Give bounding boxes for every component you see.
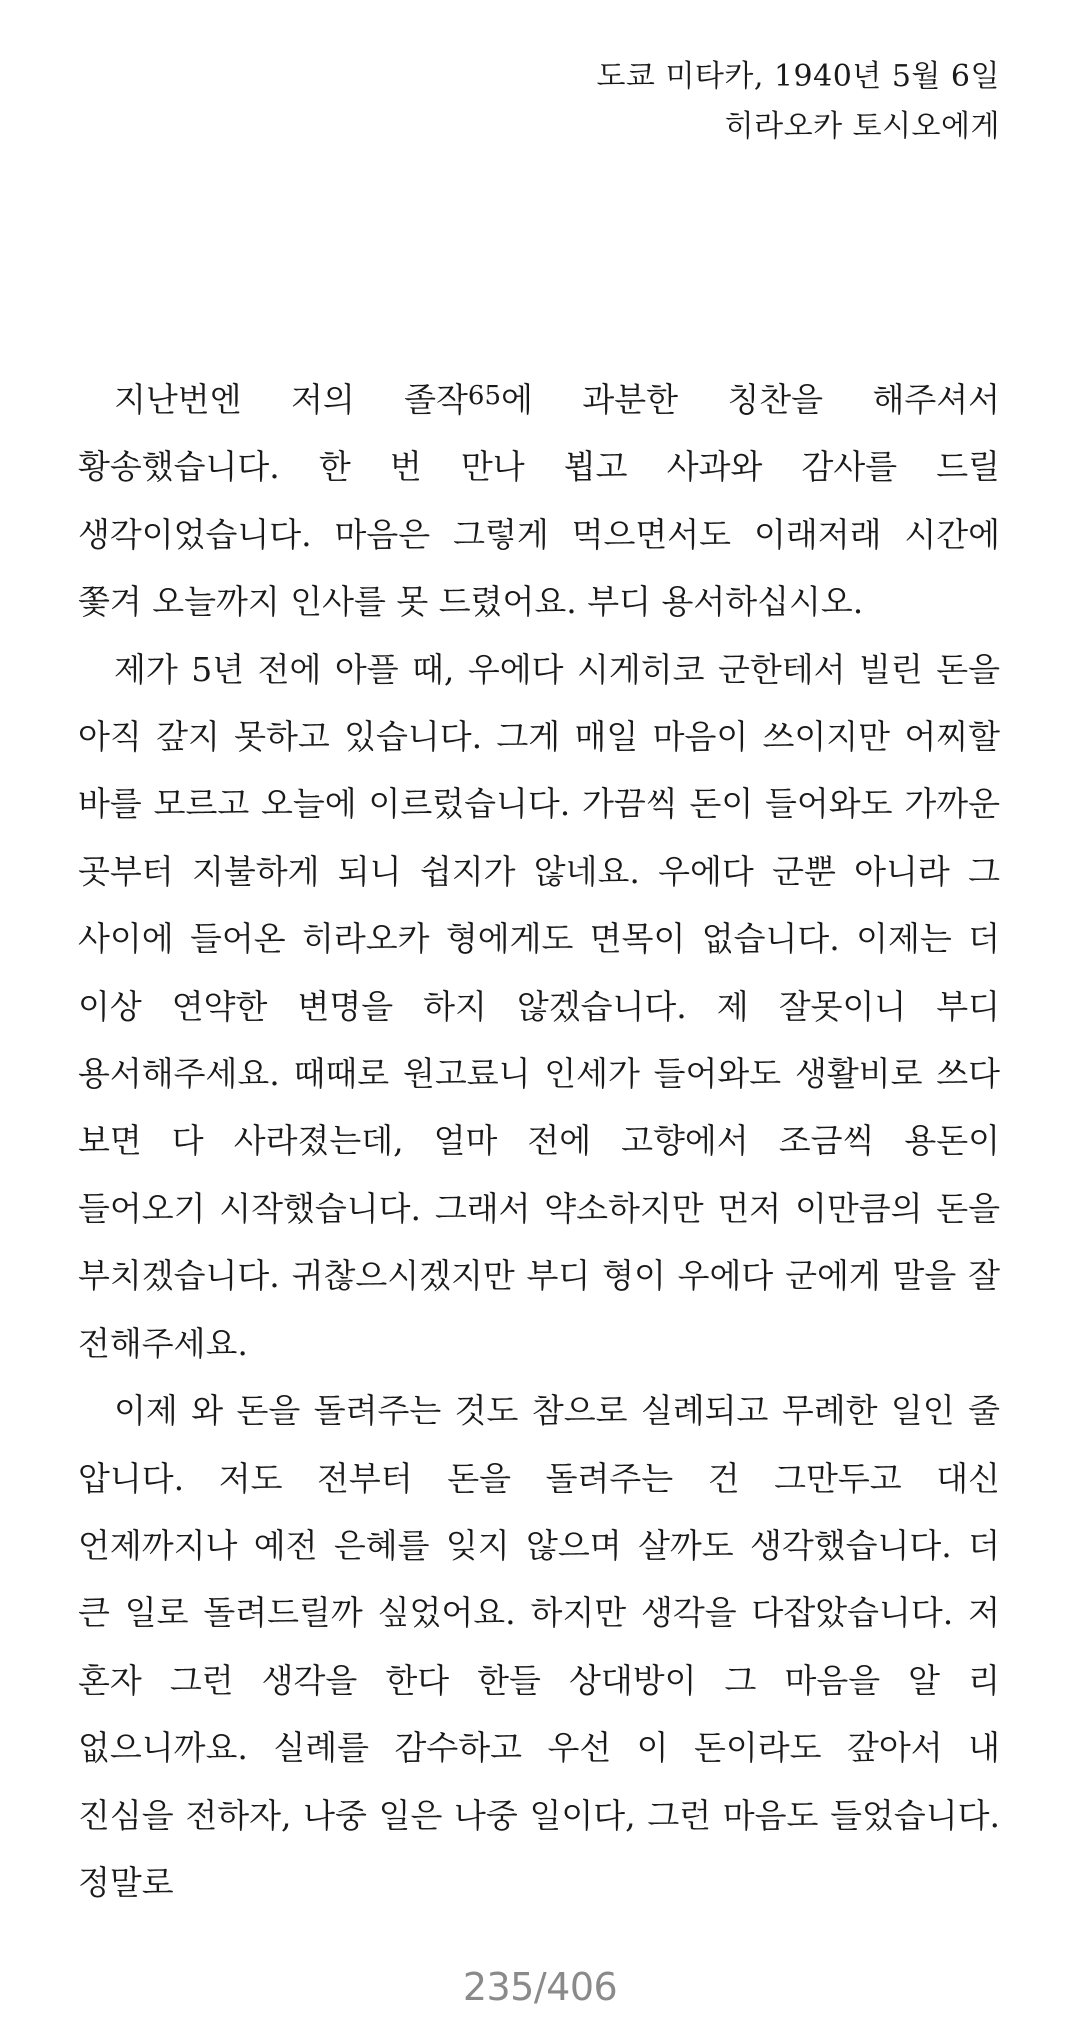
paragraph-1-text-end: 에 과분한 칭찬을 해주셔서 황송했습니다. 한 번 만나 뵙고 사과와 감사를 드릴 생각이었습니다. 마음은 그렇게 먹으면서도 이래저래 시간에 쫓겨 오늘까지 인사를 못 드렸어요. 부디 용서하십시오. [78,380,1000,622]
letter-body [78,366,1000,1916]
place-date-line: 도쿄 미타카, 1940년 5월 6일 [596,59,1000,94]
recipient-line: 히라오카 토시오에게 [724,109,1000,144]
paragraph-3: 이제 와 돈을 돌려주는 것도 참으로 실례되고 무례한 일인 줄 압니다. 저도 전부터 돈을 돌려주는 건 그만두고 대신 언제까지나 예전 은혜를 잊지 않으며 살까도 생각했습니다. 더 큰 일로 돌려드릴까 싶었어요. 하지만 생각을 다잡았습니다. 저 혼자 그런 생각을 한다 한들 상대방이 그 마음을 알 리 없으니까요. 실례를 감수하고 우선 이 돈이라도 갚아서 내 진심을 전하자, 나중 일은 나중 일이다, 그런 마음도 들었습니다. 정말로 [78,1391,1000,1902]
paragraph-1 [78,366,1000,636]
paragraph-2: 제가 5년 전에 아플 때, 우에다 시게히코 군한테서 빌린 돈을 아직 갚지 못하고 있습니다. 그게 매일 마음이 쓰이지만 어찌할 바를 모르고 오늘에 이르렀습니다. 가끔씩 돈이 들어와도 가까운 곳부터 지불하게 되니 쉽지가 않네요. 우에다 군뿐 아니라 그 사이에 들어온 히라오카 형에게도 면목이 없습니다. 이제는 더 이상 연약한 변명을 하지 않겠습니다. 제 잘못이니 부디 용서해주세요. 때때로 원고료니 인세가 들어와도 생활비로 쓰다 보면 다 사라졌는데, 얼마 전에 고향에서 조금씩 용돈이 들어오기 시작했습니다. 그래서 약소하지만 먼저 이만큼의 돈을 부치겠습니다. 귀찮으시겠지만 부디 형이 우에다 군에게 말을 잘 전해주세요. [78,649,1000,1363]
letter-header [596,52,1000,152]
footnote-reference[interactable]: 65 [467,381,501,411]
page-indicator: 235/406 [462,1965,618,2009]
paragraph-1-text-start: 지난번엔 저의 졸작 [114,380,468,419]
